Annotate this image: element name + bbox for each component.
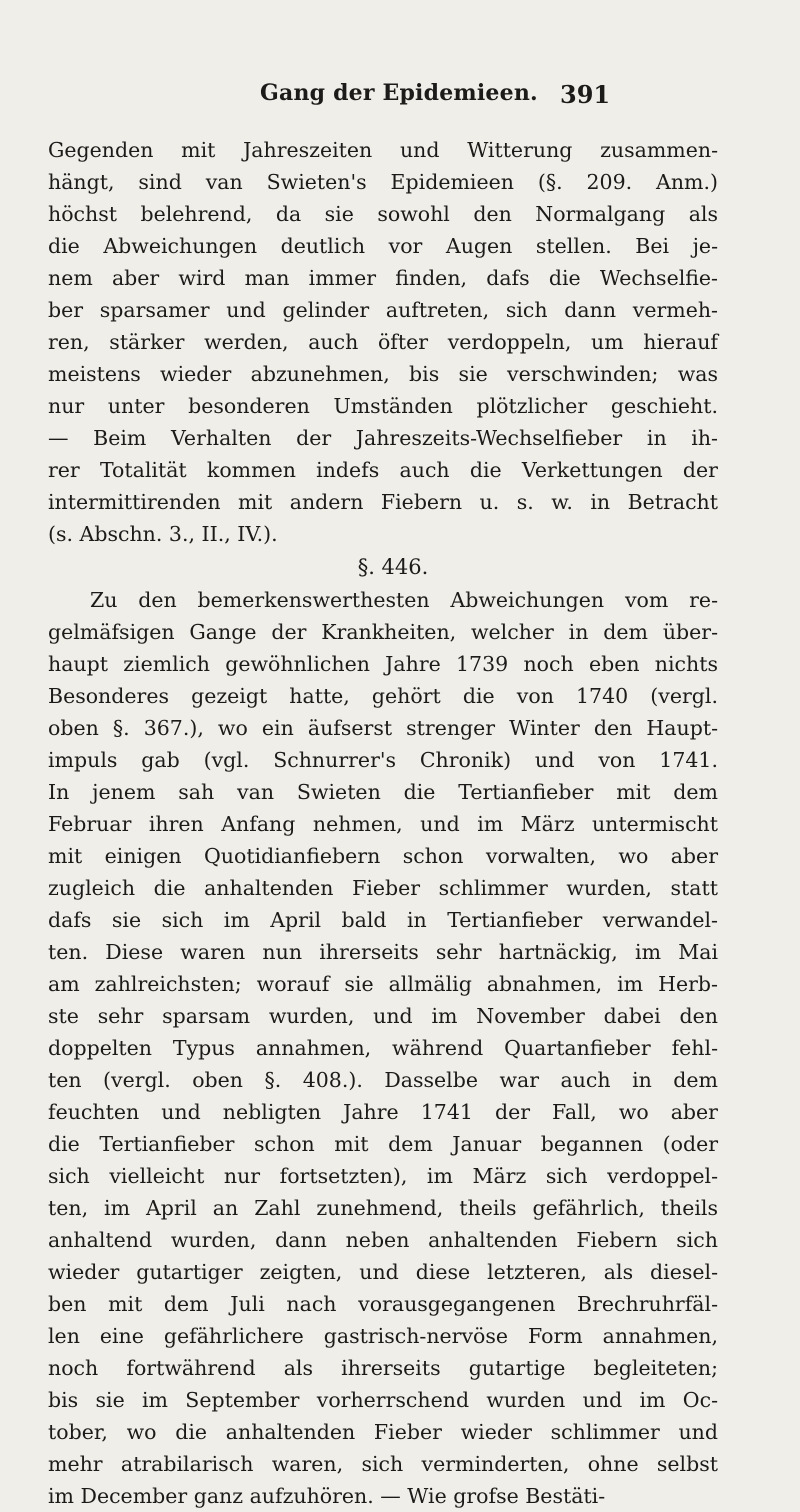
text-line: noch fortwährend als ihrerseits gutartige begleiteten; [48,1356,718,1380]
page-number: 391 [560,80,611,109]
text-line: im December ganz aufzuhören. — Wie grofse Bestäti- [48,1484,606,1508]
text-line: zugleich die anhaltenden Fieber schlimmer wurden, statt [48,876,718,900]
text-line: nem aber wird man immer finden, dafs die Wechselfie- [48,266,718,290]
text-line: ste sehr sparsam wurden, und im November dabei den [48,1004,718,1028]
text-line: bis sie im September vorherrschend wurden und im Oc- [48,1388,718,1412]
text-line: höchst belehrend, da sie sowohl den Normalgang als [48,202,718,226]
text-line: Februar ihren Anfang nehmen, und im März untermischt [48,812,718,836]
text-line: hängt, sind van Swieten's Epidemieen (§. 209. Anm.) [48,170,718,194]
text-line: nur unter besonderen Umständen plötzlicher geschieht. [48,394,718,418]
text-line: In jenem sah van Swieten die Tertianfieber mit dem [48,780,718,804]
text-line: die Tertianfieber schon mit dem Januar begannen (oder [48,1132,718,1156]
section-heading: §. 446. [357,555,429,579]
text-line: ten (vergl. oben §. 408.). Dasselbe war auch in dem [48,1068,718,1092]
text-line: die Abweichungen deutlich vor Augen stellen. Bei je- [48,234,718,258]
text-line: ber sparsamer und gelinder auftreten, sich dann vermeh- [48,298,718,322]
text-line: Besonderes gezeigt hatte, gehört die von 1740 (vergl. [48,684,718,708]
text-line: ten. Diese waren nun ihrerseits sehr hartnäckig, im Mai [48,940,718,964]
text-line: feuchten und nebligten Jahre 1741 der Fall, wo aber [48,1100,718,1124]
body-text [48,134,718,1512]
text-line: oben §. 367.), wo ein äufserst strenger Winter den Haupt- [48,716,718,740]
text-line: Gegenden mit Jahreszeiten und Witterung zusammen- [48,138,718,162]
running-head [0,80,800,114]
paragraph-1 [48,134,718,550]
text-line: intermittirenden mit andern Fiebern u. s. w. in Betracht [48,490,718,514]
text-line: meistens wieder abzunehmen, bis sie verschwinden; was [48,362,718,386]
text-line: tober, wo die anhaltenden Fieber wieder schlimmer und [48,1420,718,1444]
text-line: rer Totalität kommen indefs auch die Verkettungen der [48,458,718,482]
running-head-title: Gang der Epidemieen. [260,80,538,106]
paragraph-2 [48,584,718,1512]
text-line: sich vielleicht nur fortsetzten), im März sich verdoppel- [48,1164,718,1188]
text-line: len eine gefährlichere gastrisch-nervöse Form annahmen, [48,1324,718,1348]
text-line: ten, im April an Zahl zunehmend, theils gefährlich, theils [48,1196,718,1220]
text-line: dafs sie sich im April bald in Tertianfieber verwandel- [48,908,718,932]
text-line: ben mit dem Juli nach vorausgegangenen Brechruhrfäl- [48,1292,718,1316]
text-line: — Beim Verhalten der Jahreszeits-Wechselfieber in ih- [48,426,718,450]
text-line: am zahlreichsten; worauf sie allmälig abnahmen, im Herb- [48,972,718,996]
text-line: ren, stärker werden, auch öfter verdoppeln, um hierauf [48,330,718,354]
text-line: Zu den bemerkenswerthesten Abweichungen vom re- [90,588,718,612]
text-line: wieder gutartiger zeigten, und diese letzteren, als diesel- [48,1260,718,1284]
text-line: impuls gab (vgl. Schnurrer's Chronik) und von 1741. [48,748,718,772]
text-line: doppelten Typus annahmen, während Quartanfieber fehl- [48,1036,718,1060]
text-line: mit einigen Quotidianfiebern schon vorwalten, wo aber [48,844,718,868]
text-line: anhaltend wurden, dann neben anhaltenden Fiebern sich [48,1228,718,1252]
text-line: mehr atrabilarisch waren, sich verminderten, ohne selbst [48,1452,718,1476]
text-line: haupt ziemlich gewöhnlichen Jahre 1739 noch eben nichts [48,652,718,676]
text-line: (s. Abschn. 3., II., IV.). [48,522,278,546]
text-line: gelmäfsigen Gange der Krankheiten, welcher in dem über- [48,620,718,644]
